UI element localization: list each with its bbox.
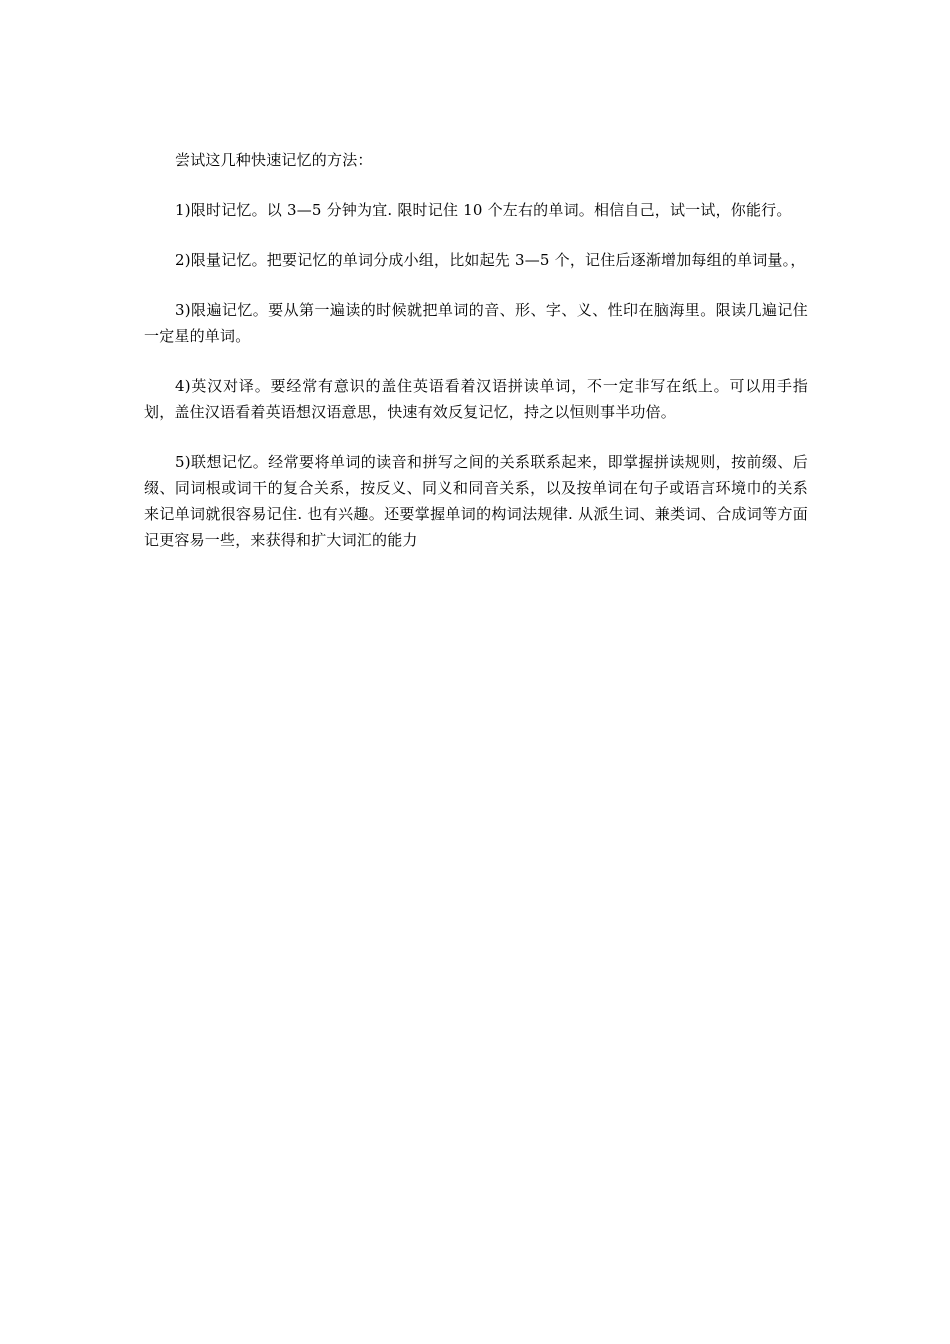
method-paragraph-1: 1)限时记忆。以 3—5 分钟为宜. 限时记住 10 个左右的单词。相信自己，试一试，你能行。 [175,201,792,219]
intro-paragraph: 尝试这几种快速记忆的方法： [175,151,373,169]
method-paragraph-4: 4)英汉对译。要经常有意识的盖住英语看着汉语拼读单词，不一定非写在纸上。可以用手指划，盖住汉语看着英语想汉语意思，快速有效反复记忆，持之以恒则事半功倍。 [144,377,808,421]
method-paragraph-2: 2)限量记忆。把要记忆的单词分成小组，比如起先 3—5 个，记住后逐渐增加每组的单词量。， [175,251,806,269]
document-body [144,147,808,577]
method-paragraph-3: 3)限遍记忆。要从第一遍读的时候就把单词的音、形、字、义、性印在脑海里。限读几遍记住一定星的单词。 [144,301,808,345]
method-paragraph-5: 5)联想记忆。经常要将单词的读音和拼写之间的关系联系起来，即掌握拼读规则，按前缀、后缀、同词根或词干的复合关系，按反义、同义和同音关系，以及按单词在句子或语言环境巾的关系来记单词就很容易记住. 也有兴趣。还要掌握单词的构词法规律. 从派生词、兼类词、合成词等方面记更容易一些，来获得和扩大词汇的能力 [144,453,808,549]
